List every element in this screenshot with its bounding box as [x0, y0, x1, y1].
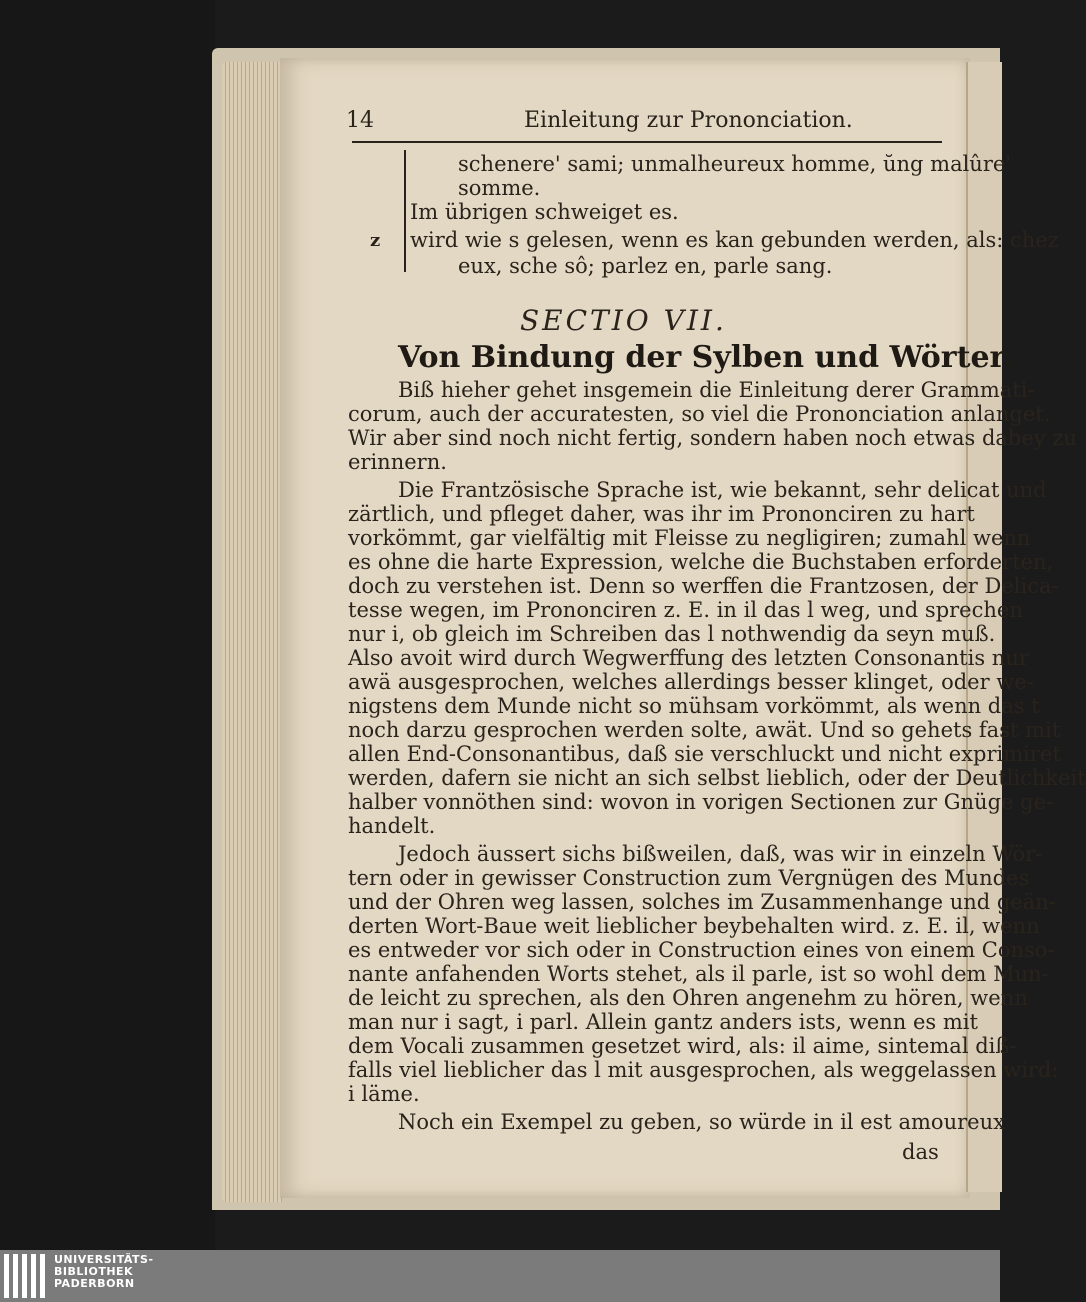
body-line: es entweder vor sich oder in Construction eines von einem Conso-: [348, 938, 1055, 962]
library-name: [54, 1254, 154, 1290]
top-line: eux, sche sô; parlez en, parle sang.: [458, 254, 833, 278]
body-line: falls viel lieblicher das l mit ausgesprochen, als weggelassen wird:: [348, 1058, 1059, 1082]
body-line: nur i, ob gleich im Schreiben das l nothwendig da seyn muß.: [348, 622, 996, 646]
body-line: dem Vocali zusammen gesetzet wird, als: il aime, sintemal diß-: [348, 1034, 1017, 1058]
body-line: zärtlich, und pfleget daher, was ihr im Prononciren zu hart: [348, 502, 975, 526]
top-line: wird wie s gelesen, wenn es kan gebunden werden, als: chez: [410, 228, 1059, 252]
top-line: Im übrigen schweiget es.: [410, 200, 679, 224]
body-line: erinnern.: [348, 450, 447, 474]
library-line: PADERBORN: [54, 1277, 135, 1290]
body-line: i läme.: [348, 1082, 420, 1106]
background: [0, 0, 215, 1250]
body-line: nigstens dem Munde nicht so mühsam vorkömmt, als wenn das t: [348, 694, 1040, 718]
library-line: BIBLIOTHEK: [54, 1265, 134, 1278]
top-line: somme.: [458, 176, 541, 200]
body-line: und der Ohren weg lassen, solches im Zusammenhange und geän-: [348, 890, 1056, 914]
catchword: das: [902, 1140, 939, 1164]
library-logo-icon: [4, 1254, 48, 1298]
body-line: noch darzu gesprochen werden solte, awät. Und so gehets fast mit: [348, 718, 1061, 742]
body-line: Also avoit wird durch Wegwerffung des letzten Consonantis nur: [348, 646, 1029, 670]
body-line: Wir aber sind noch nicht fertig, sondern haben noch etwas dabey zu: [348, 426, 1077, 450]
body-line: corum, auch der accuratesten, so viel die Prononciation anlanget.: [348, 402, 1051, 426]
page-edges: [222, 62, 282, 1202]
page-header: [344, 104, 944, 140]
section-label: SECTIO VII.: [520, 304, 727, 337]
body-line: Noch ein Exempel zu geben, so würde in il est amoureux: [398, 1110, 1005, 1134]
header-rule: [352, 141, 942, 143]
body-line: tesse wegen, im Prononciren z. E. in il das l weg, und sprechen: [348, 598, 1023, 622]
body-line: Biß hieher gehet insgemein die Einleitung derer Grammati-: [398, 378, 1035, 402]
body-line: allen End-Consonantibus, daß sie verschluckt und nicht exprimiret: [348, 742, 1061, 766]
body-line: es ohne die harte Expression, welche die Buchstaben erforderten,: [348, 550, 1054, 574]
body-line: doch zu verstehen ist. Denn so werffen die Frantzosen, der Delica-: [348, 574, 1059, 598]
margin-letter: z: [370, 230, 381, 251]
section-title: Von Bindung der Sylben und Wörter.: [398, 340, 1014, 375]
body-line: de leicht zu sprechen, als den Ohren angenehm zu hören, wenn: [348, 986, 1028, 1010]
body-line: Die Frantzösische Sprache ist, wie bekannt, sehr delicat und: [398, 478, 1047, 502]
library-line: UNIVERSITÄTS-: [54, 1253, 154, 1266]
top-line: schenere' sami; unmalheureux homme, ŭng malûre': [458, 152, 1012, 176]
body-line: nante anfahenden Worts stehet, als il parle, ist so wohl dem Mun-: [348, 962, 1049, 986]
body-line: Jedoch äussert sichs bißweilen, daß, was wir in einzeln Wör-: [398, 842, 1043, 866]
body-line: awä ausgesprochen, welches allerdings besser klinget, oder we-: [348, 670, 1034, 694]
body-line: werden, dafern sie nicht an sich selbst lieblich, oder der Deutlichkeit: [348, 766, 1086, 790]
body-line: handelt.: [348, 814, 436, 838]
body-line: derten Wort-Baue weit lieblicher beybehalten wird. z. E. il, wenn: [348, 914, 1040, 938]
body-line: man nur i sagt, i parl. Allein gantz anders ists, wenn es mit: [348, 1010, 978, 1034]
page-number: 14: [346, 108, 374, 133]
body-line: tern oder in gewisser Construction zum Vergnügen des Mundes: [348, 866, 1030, 890]
body-line: vorkömmt, gar vielfältig mit Fleisse zu negligiren; zumahl wenn: [348, 526, 1031, 550]
block-rule: [404, 150, 406, 272]
running-head: Einleitung zur Prononciation.: [524, 108, 853, 133]
body-line: halber vonnöthen sind: wovon in vorigen Sectionen zur Gnüge ge-: [348, 790, 1054, 814]
